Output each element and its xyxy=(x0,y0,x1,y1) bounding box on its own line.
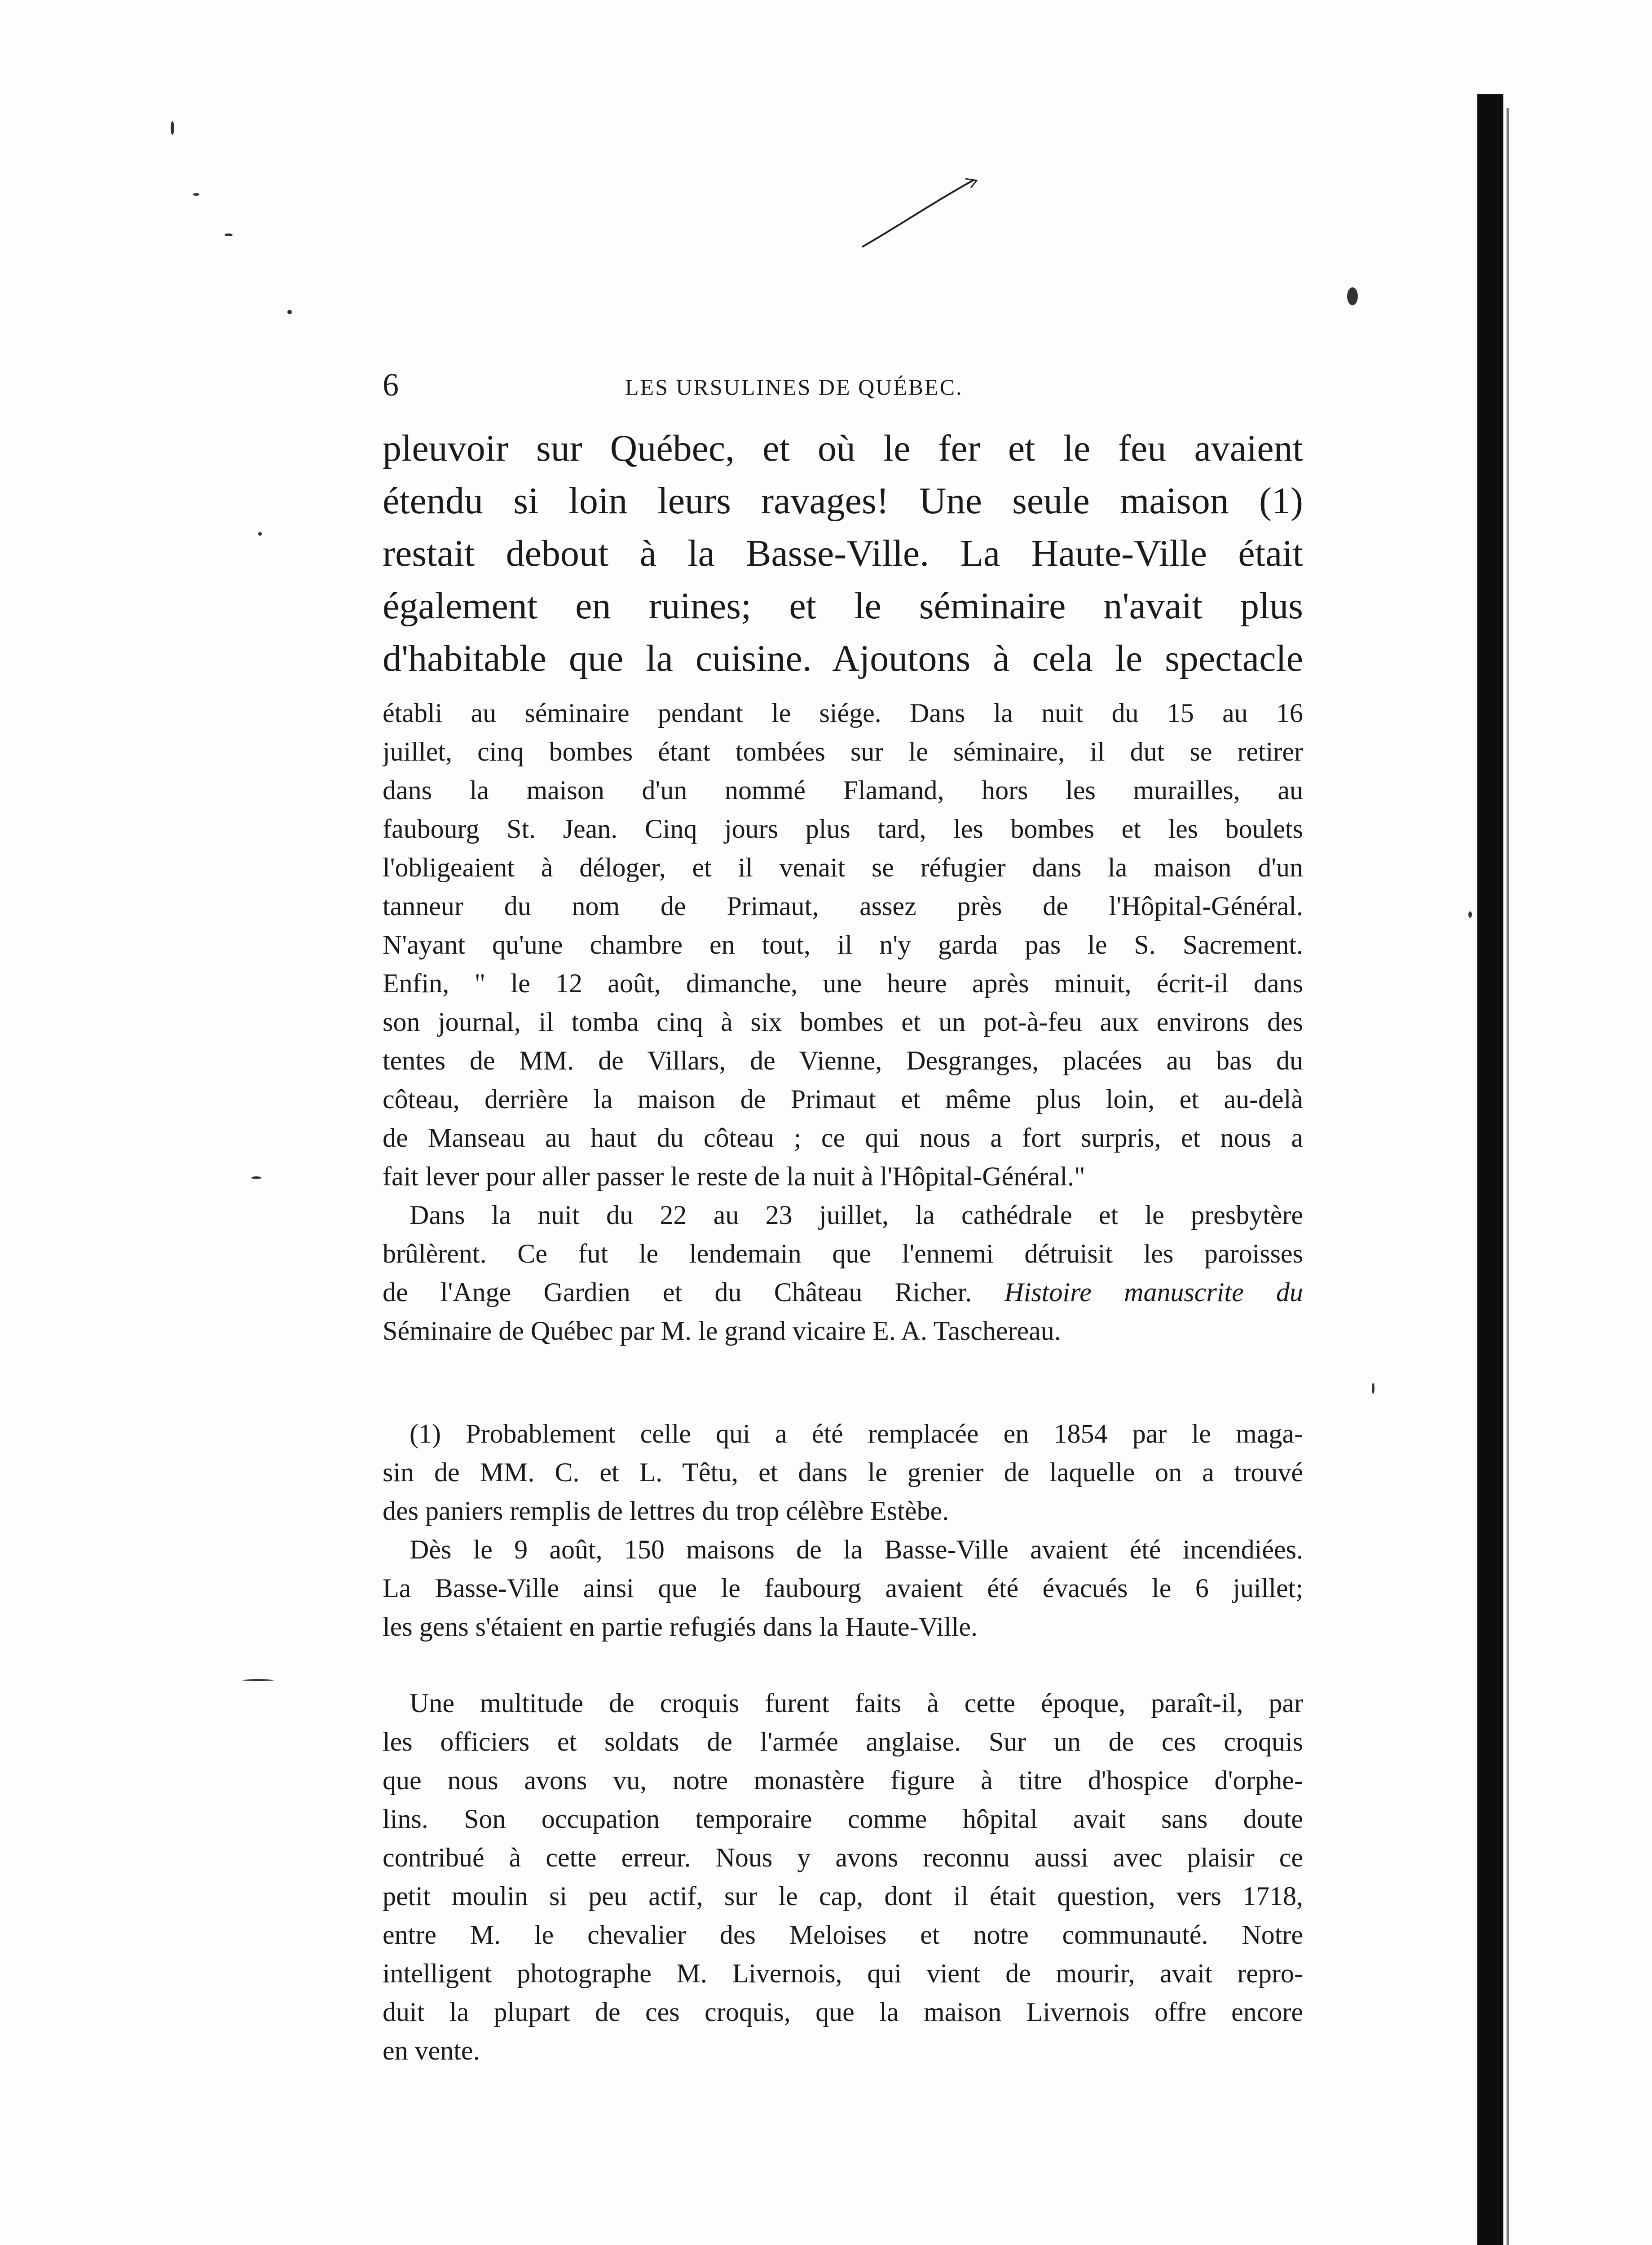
footnote-line: les officiers et soldats de l'armée anglaise. Sur un de ces croquis xyxy=(383,1727,1303,1756)
pen-stroke-mark xyxy=(853,171,988,260)
page-number: 6 xyxy=(383,367,399,403)
footnote-line: fait lever pour aller passer le reste de la nuit à l'Hôpital-Général." xyxy=(383,1162,1085,1191)
footnote-line: N'ayant qu'une chambre en tout, il n'y garda pas le S. Sacrement. xyxy=(383,930,1303,960)
footnote-line: Dans la nuit du 22 au 23 juillet, la cathédrale et le presbytère xyxy=(410,1200,1303,1230)
footnote-line: intelligent photographe M. Livernois, qui vient de mourir, avait repro- xyxy=(383,1959,1303,1988)
page-header xyxy=(383,365,1227,405)
binding-shadow xyxy=(1477,94,1503,2245)
body-line: pleuvoir sur Québec, et où le fer et le feu avaient xyxy=(383,427,1303,469)
speck xyxy=(225,233,233,236)
speck xyxy=(193,193,199,196)
footnote-croquis xyxy=(383,1684,1303,2070)
italic-title: Histoire manuscrite du xyxy=(1004,1277,1303,1307)
footnote-line: tanneur du nom de Primaut, assez près de l'Hôpital-Général. xyxy=(383,891,1303,921)
footnote-line: l'obligeaient à déloger, et il venait se réfugier dans la maison d'un xyxy=(383,853,1303,882)
main-paragraph xyxy=(383,422,1303,685)
footnote-line: tentes de MM. de Villars, de Vienne, Desgranges, placées au bas du xyxy=(383,1046,1303,1075)
footnote-line: Une multitude de croquis furent faits à cette époque, paraît-il, par xyxy=(410,1688,1303,1718)
footnote-line: de Manseau au haut du côteau ; ce qui nous a fort surpris, et nous a xyxy=(383,1123,1303,1153)
footnote-line: Enfin, " le 12 août, dimanche, une heure après minuit, écrit-il dans xyxy=(383,968,1303,998)
footnote-line: faubourg St. Jean. Cinq jours plus tard, les bombes et les boulets xyxy=(383,814,1303,844)
binding-shadow-line xyxy=(1507,108,1509,2245)
body-line: d'habitable que la cuisine. Ajoutons à cela le spectacle xyxy=(383,638,1303,679)
footnote-line: duit la plupart de ces croquis, que la maison Livernois offre encore xyxy=(383,1997,1303,2027)
footnote-line: côteau, derrière la maison de Primaut et même plus loin, et au-delà xyxy=(383,1084,1303,1114)
speck xyxy=(258,532,262,536)
footnote-line: son journal, il tomba cinq à six bombes et un pot-à-feu aux environs des xyxy=(383,1007,1303,1037)
speck xyxy=(287,310,292,314)
footnote-line: Dès le 9 août, 150 maisons de la Basse-Ville avaient été incendiées. xyxy=(410,1535,1303,1564)
speck xyxy=(1347,287,1358,305)
footnote-1 xyxy=(383,1414,1303,1646)
footnote-line: entre M. le chevalier des Meloises et notre communauté. Notre xyxy=(383,1920,1303,1950)
body-line: étendu si loin leurs ravages! Une seule maison (1) xyxy=(383,480,1303,522)
footnote-line: juillet, cinq bombes étant tombées sur le séminaire, il dut se retirer xyxy=(383,737,1303,766)
speck xyxy=(251,1176,261,1179)
running-head: LES URSULINES DE QUÉBEC. xyxy=(625,374,963,400)
footnote-line: établi au séminaire pendant le siége. Dans la nuit du 15 au 16 xyxy=(383,698,1303,728)
footnote-line: que nous avons vu, notre monastère figure à titre d'hospice d'orphe- xyxy=(383,1765,1303,1795)
footnote-text: de l'Ange Gardien et du Château Richer. xyxy=(383,1277,972,1307)
footnote-line: Séminaire de Québec par M. le grand vicaire E. A. Taschereau. xyxy=(383,1316,1061,1346)
footnote-line: des paniers remplis de lettres du trop célèbre Estèbe. xyxy=(383,1496,949,1526)
footnote-line: dans la maison d'un nommé Flamand, hors les murailles, au xyxy=(383,775,1303,805)
speck xyxy=(1372,1383,1374,1394)
speck xyxy=(1468,911,1472,918)
footnote-line: contribué à cette erreur. Nous y avons reconnu aussi avec plaisir ce xyxy=(383,1843,1303,1872)
footnote-line: (1) Probablement celle qui a été remplacée en 1854 par le maga- xyxy=(410,1419,1303,1448)
body-line: restait debout à la Basse-Ville. La Haute-Ville était xyxy=(383,533,1303,574)
footnote-line: les gens s'étaient en partie refugiés dans la Haute-Ville. xyxy=(383,1612,978,1642)
footnote-line: brûlèrent. Ce fut le lendemain que l'ennemi détruisit les paroisses xyxy=(383,1239,1303,1268)
footnote-line: sin de MM. C. et L. Têtu, et dans le grenier de laquelle on a trouvé xyxy=(383,1457,1303,1487)
speck xyxy=(171,121,174,135)
speck xyxy=(242,1679,274,1681)
body-line: également en ruines; et le séminaire n'avait plus xyxy=(383,585,1303,627)
footnote-line: La Basse-Ville ainsi que le faubourg avaient été évacués le 6 juillet; xyxy=(383,1573,1303,1603)
footnote-line: en vente. xyxy=(383,2036,480,2065)
footnote-line-with-italic xyxy=(383,1273,1303,1312)
footnote-line: lins. Son occupation temporaire comme hôpital avait sans doute xyxy=(383,1804,1303,1834)
footnote-line: petit moulin si peu actif, sur le cap, dont il était question, vers 1718, xyxy=(383,1881,1303,1911)
footnote-continued xyxy=(383,694,1303,1350)
